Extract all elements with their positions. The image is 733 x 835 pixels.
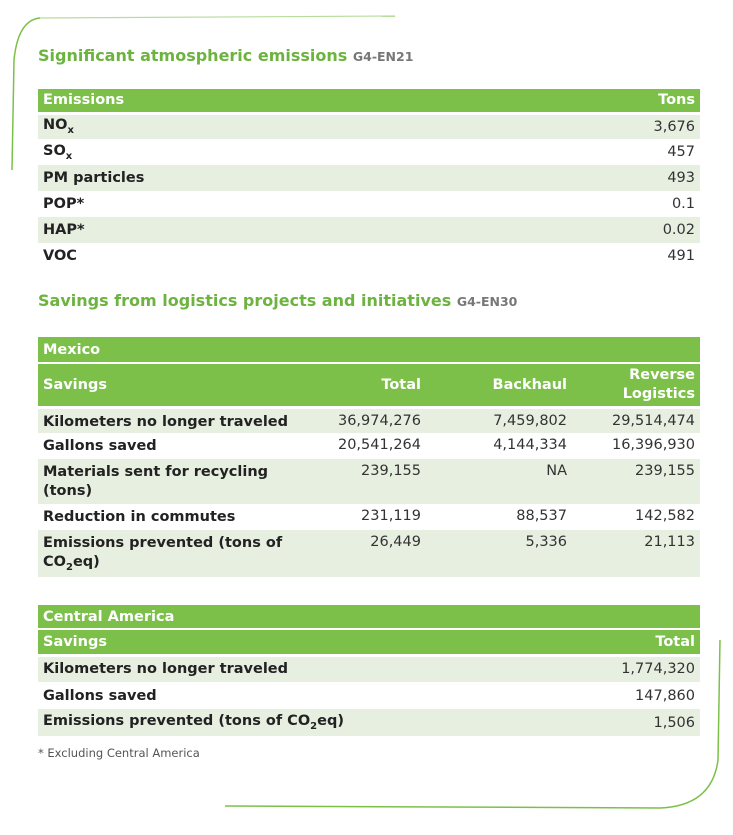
mexico-total-value: 36,974,276 <box>308 407 426 433</box>
ca-total-value: 1,774,320 <box>559 655 700 682</box>
savings-label-line1: Gallons saved <box>43 438 157 454</box>
emission-name <box>38 191 491 217</box>
mexico-col-reverse-line2: Logistics <box>622 385 695 402</box>
emissions-col-value: Tons <box>491 89 700 113</box>
mexico-backhaul-value: 4,144,334 <box>426 433 572 459</box>
savings-label-line1: Emissions prevented (tons of <box>43 535 283 551</box>
mexico-region-row <box>38 337 700 363</box>
mexico-col-backhaul: Backhaul <box>426 363 572 407</box>
ca-row <box>38 682 700 709</box>
ca-region-row <box>38 605 700 629</box>
emission-name-text: POP* <box>43 196 85 212</box>
mexico-reverse-value: 142,582 <box>572 504 700 530</box>
ca-region: Central America <box>38 605 700 629</box>
ca-label-text: Gallons saved <box>43 687 157 704</box>
ca-savings-label <box>38 655 559 682</box>
savings-label-line1: Kilometers no longer traveled <box>43 413 289 430</box>
mexico-reverse-value: 239,155 <box>572 459 700 504</box>
savings-label-line1: Materials sent for recycling <box>43 464 269 480</box>
emissions-row <box>38 165 700 191</box>
emission-name-text: HAP* <box>43 222 85 238</box>
savings-label-line2: CO <box>43 554 66 570</box>
savings-heading <box>38 291 517 310</box>
ca-row <box>38 709 700 736</box>
mexico-reverse-value: 29,514,474 <box>572 407 700 433</box>
savings-label <box>38 504 308 530</box>
emission-name <box>38 165 491 191</box>
savings-label <box>38 433 308 459</box>
emissions-heading <box>38 46 413 65</box>
emissions-header-row <box>38 89 700 113</box>
mexico-reverse-value: 16,396,930 <box>572 433 700 459</box>
savings-label <box>38 407 308 433</box>
footnote: * Excluding Central America <box>38 746 200 760</box>
mexico-row <box>38 433 700 459</box>
mexico-row <box>38 504 700 530</box>
emissions-code: G4-EN21 <box>352 49 414 64</box>
emission-value: 457 <box>491 139 700 165</box>
mexico-row <box>38 530 700 577</box>
central-america-table <box>38 605 700 736</box>
mexico-total-value: 20,541,264 <box>308 433 426 459</box>
mexico-col-reverse-line1: Reverse <box>629 366 695 383</box>
ca-total-value: 147,860 <box>559 682 700 709</box>
emission-value: 491 <box>491 243 700 269</box>
emissions-title: Significant atmospheric emissions <box>38 46 348 65</box>
savings-label-subscript: 2 <box>65 561 73 573</box>
savings-code: G4-EN30 <box>456 294 518 309</box>
savings-label-line2: (tons) <box>43 483 93 499</box>
mexico-total-value: 26,449 <box>308 530 426 577</box>
mexico-col-reverse <box>572 363 700 407</box>
mexico-reverse-value: 21,113 <box>572 530 700 577</box>
mexico-header-row <box>38 363 700 407</box>
emission-name <box>38 217 491 243</box>
emission-name-text: PM particles <box>43 170 145 186</box>
ca-col-total: Total <box>559 629 700 655</box>
emission-name-text: VOC <box>43 248 77 264</box>
emission-subscript: x <box>65 150 73 162</box>
mexico-total-value: 231,119 <box>308 504 426 530</box>
emission-name <box>38 139 491 165</box>
ca-label-subscript: 2 <box>310 720 318 732</box>
emissions-col-label: Emissions <box>38 89 491 113</box>
emission-subscript: x <box>67 125 74 137</box>
mexico-row <box>38 407 700 433</box>
mexico-row <box>38 459 700 504</box>
emissions-row <box>38 217 700 243</box>
emission-value: 0.02 <box>491 217 700 243</box>
emission-name-text: SO <box>43 142 66 159</box>
ca-label-tail: eq) <box>317 713 344 730</box>
ca-header-row <box>38 629 700 655</box>
savings-label <box>38 530 308 577</box>
mexico-col-savings: Savings <box>38 363 308 407</box>
mexico-total-value: 239,155 <box>308 459 426 504</box>
mexico-table <box>38 337 700 577</box>
emission-name <box>38 113 491 139</box>
mexico-backhaul-value: 88,537 <box>426 504 572 530</box>
ca-savings-label <box>38 709 559 736</box>
ca-savings-label <box>38 682 559 709</box>
mexico-col-total: Total <box>308 363 426 407</box>
savings-label-tail: eq) <box>72 554 100 570</box>
savings-label-line1: Reduction in commutes <box>43 509 236 525</box>
mexico-backhaul-value: NA <box>426 459 572 504</box>
ca-label-text: Kilometers no longer traveled <box>43 661 289 678</box>
ca-col-savings: Savings <box>38 629 559 655</box>
savings-title: Savings from logistics projects and initiatives <box>38 291 452 310</box>
emissions-row <box>38 113 700 139</box>
savings-label <box>38 459 308 504</box>
emissions-table <box>38 89 700 269</box>
emissions-row <box>38 139 700 165</box>
ca-row <box>38 655 700 682</box>
emission-value: 493 <box>491 165 700 191</box>
ca-label-text: Emissions prevented (tons of CO <box>43 713 311 730</box>
emission-name-text: NO <box>43 117 68 134</box>
mexico-backhaul-value: 7,459,802 <box>426 407 572 433</box>
emissions-row <box>38 243 700 269</box>
emission-value: 3,676 <box>491 113 700 139</box>
emissions-row <box>38 191 700 217</box>
emission-value: 0.1 <box>491 191 700 217</box>
ca-total-value: 1,506 <box>559 709 700 736</box>
emission-name <box>38 243 491 269</box>
mexico-region: Mexico <box>38 337 700 363</box>
mexico-backhaul-value: 5,336 <box>426 530 572 577</box>
